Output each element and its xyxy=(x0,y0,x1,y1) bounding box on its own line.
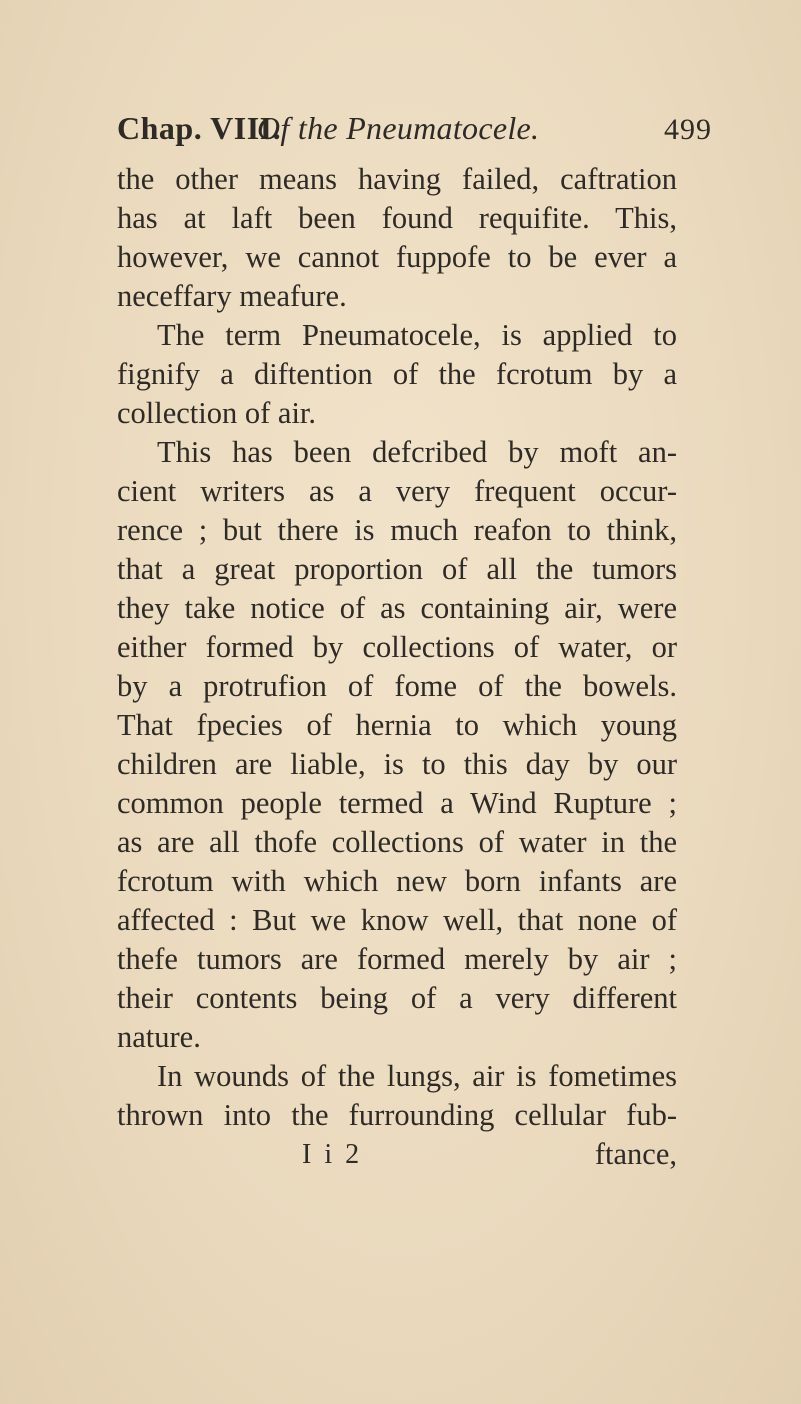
text-line: either formed by collections of water, or xyxy=(117,630,677,664)
text-line: In wounds of the lungs, air is fometimes xyxy=(157,1059,677,1093)
running-head xyxy=(117,108,712,148)
chapter-label: Chap. VIII. xyxy=(117,110,282,146)
running-title: Of the Pneumatocele. xyxy=(257,110,540,146)
text-line: by a protrufion of fome of the bowels. xyxy=(117,669,677,703)
text-line: their contents being of a very different xyxy=(117,981,677,1015)
text-line: they take notice of as containing air, were xyxy=(117,591,677,625)
text-line: nature. xyxy=(117,1020,201,1054)
text-line: This has been defcribed by moft an- xyxy=(157,435,677,469)
text-line: fcrotum with which new born infants are xyxy=(117,864,677,898)
text-line: that a great proportion of all the tumors xyxy=(117,552,677,586)
text-line: the other means having failed, caftration xyxy=(117,162,677,196)
text-line: collection of air. xyxy=(117,396,317,430)
text-line: affected : But we know well, that none of xyxy=(117,903,677,937)
body-text xyxy=(117,160,677,1174)
text-line: however, we cannot fuppofe to be ever a xyxy=(117,240,677,274)
text-line: as are all thofe collections of water in the xyxy=(117,825,677,859)
text-line: rence ; but there is much reafon to think, xyxy=(117,513,677,547)
signature-mark: I i 2 xyxy=(302,1139,363,1170)
text-line: cient writers as a very frequent occur- xyxy=(117,474,677,508)
page-footer xyxy=(117,1135,677,1174)
text-line: has at laft been found requifite. This, xyxy=(117,201,677,235)
text-line: That fpecies of hernia to which young xyxy=(117,708,677,742)
text-line: children are liable, is to this day by our xyxy=(117,747,677,781)
text-line: thrown into the furrounding cellular fub- xyxy=(117,1098,677,1132)
page-number: 499 xyxy=(664,113,712,146)
text-line: common people termed a Wind Rupture ; xyxy=(117,786,677,820)
text-line: neceffary meafure. xyxy=(117,279,347,313)
text-line: fignify a diftention of the fcrotum by a xyxy=(117,357,677,391)
text-line: thefe tumors are formed merely by air ; xyxy=(117,942,677,976)
text-line: The term Pneumatocele, is applied to xyxy=(157,318,677,352)
catchword: ftance, xyxy=(594,1137,677,1171)
